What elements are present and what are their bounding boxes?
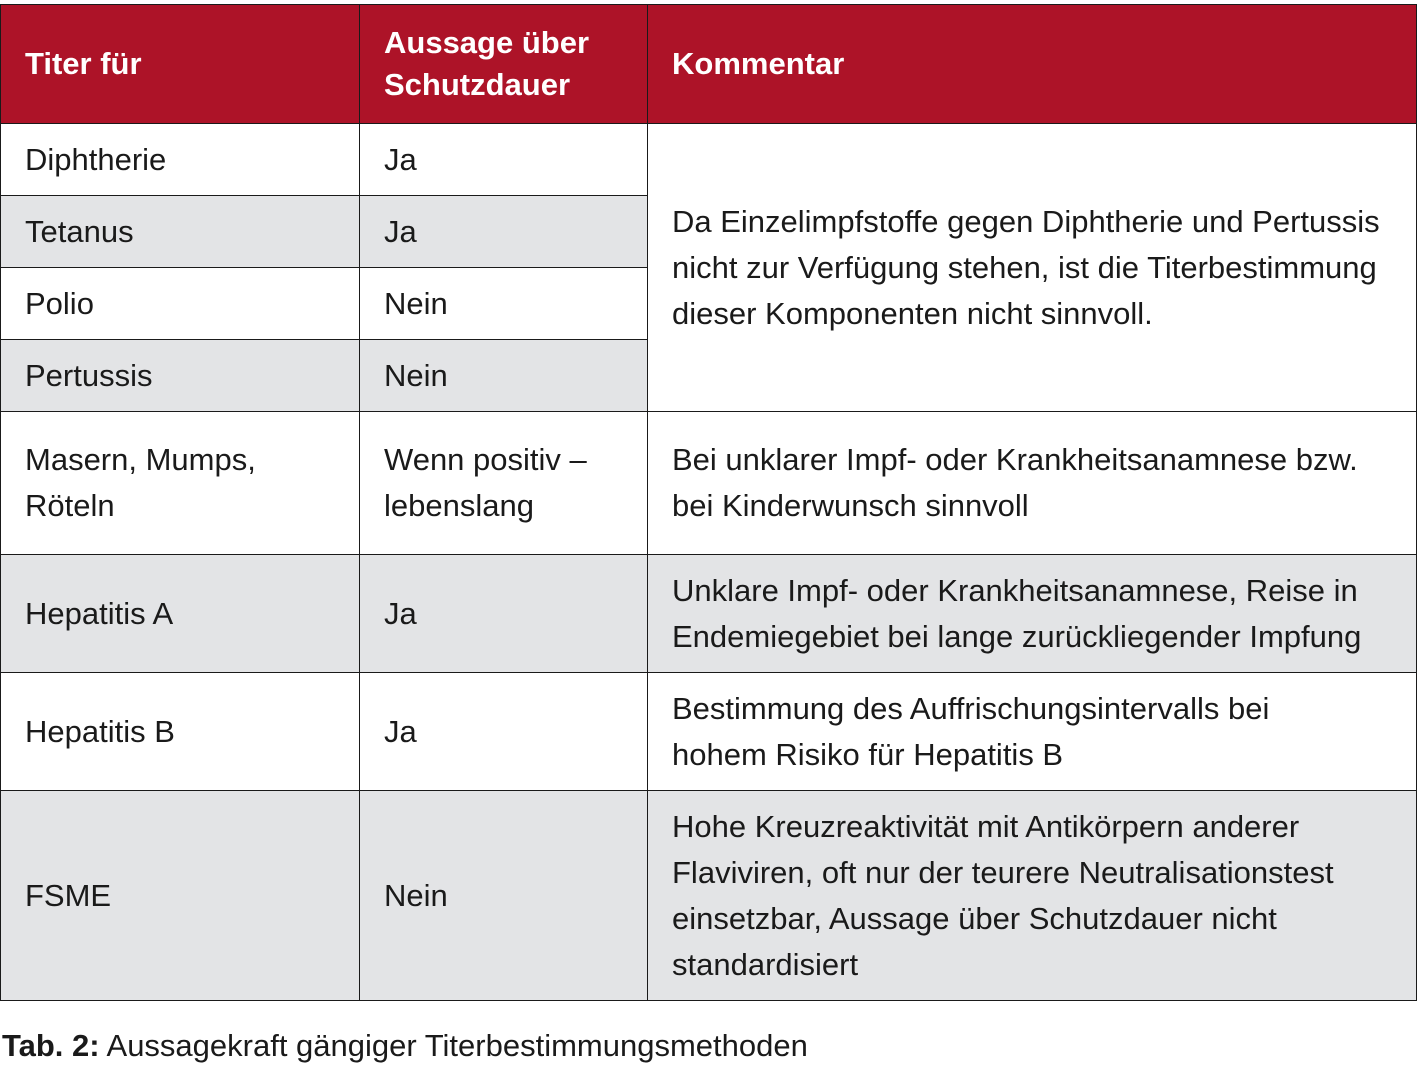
cell-kommentar: Unklare Impf- oder Krankheitsanamnese, Reise in Endemiegebiet bei lange zurückliegender Impfung xyxy=(648,555,1417,673)
header-aussage: Aussage über Schutzdauer xyxy=(360,5,648,124)
cell-kommentar: Bei unklarer Impf- oder Krankheitsanamnese bzw. bei Kinderwunsch sinnvoll xyxy=(648,412,1417,555)
table-row xyxy=(1,555,1417,673)
titer-table xyxy=(0,4,1417,1001)
cell-titer: Masern, Mumps, Röteln xyxy=(1,412,360,555)
cell-titer: Hepatitis A xyxy=(1,555,360,673)
cell-aussage: Ja xyxy=(360,555,648,673)
caption-text: Aussagekraft gängiger Titerbestimmungsmethoden xyxy=(99,1028,808,1063)
cell-aussage: Nein xyxy=(360,791,648,1001)
table-row xyxy=(1,124,1417,196)
cell-kommentar: Hohe Kreuzreaktivität mit Antikörpern anderer Flaviviren, oft nur der teurere Neutralisationstest einsetzbar, Aussage über Schutzdauer nicht standardisiert xyxy=(648,791,1417,1001)
table-row xyxy=(1,412,1417,555)
table-row xyxy=(1,791,1417,1001)
cell-aussage: Ja xyxy=(360,196,648,268)
table-caption xyxy=(2,1024,808,1068)
cell-aussage: Ja xyxy=(360,673,648,791)
cell-aussage: Ja xyxy=(360,124,648,196)
table-row xyxy=(1,673,1417,791)
cell-titer: Polio xyxy=(1,268,360,340)
cell-aussage: Nein xyxy=(360,340,648,412)
cell-titer: Tetanus xyxy=(1,196,360,268)
cell-titer: Hepatitis B xyxy=(1,673,360,791)
cell-titer: Pertussis xyxy=(1,340,360,412)
cell-kommentar: Bestimmung des Auffrischungsintervalls bei hohem Risiko für Hepatitis B xyxy=(648,673,1417,791)
cell-titer: Diphtherie xyxy=(1,124,360,196)
cell-kommentar-merged: Da Einzelimpfstoffe gegen Diphtherie und Pertussis nicht zur Verfügung stehen, ist die Titerbestimmung dieser Komponenten nicht sinnvoll. xyxy=(648,124,1417,412)
header-titer: Titer für xyxy=(1,5,360,124)
table-header-row xyxy=(1,5,1417,124)
cell-aussage: Wenn positiv – lebenslang xyxy=(360,412,648,555)
cell-aussage: Nein xyxy=(360,268,648,340)
caption-label: Tab. 2: xyxy=(2,1028,100,1063)
header-kommentar: Kommentar xyxy=(648,5,1417,124)
cell-titer: FSME xyxy=(1,791,360,1001)
